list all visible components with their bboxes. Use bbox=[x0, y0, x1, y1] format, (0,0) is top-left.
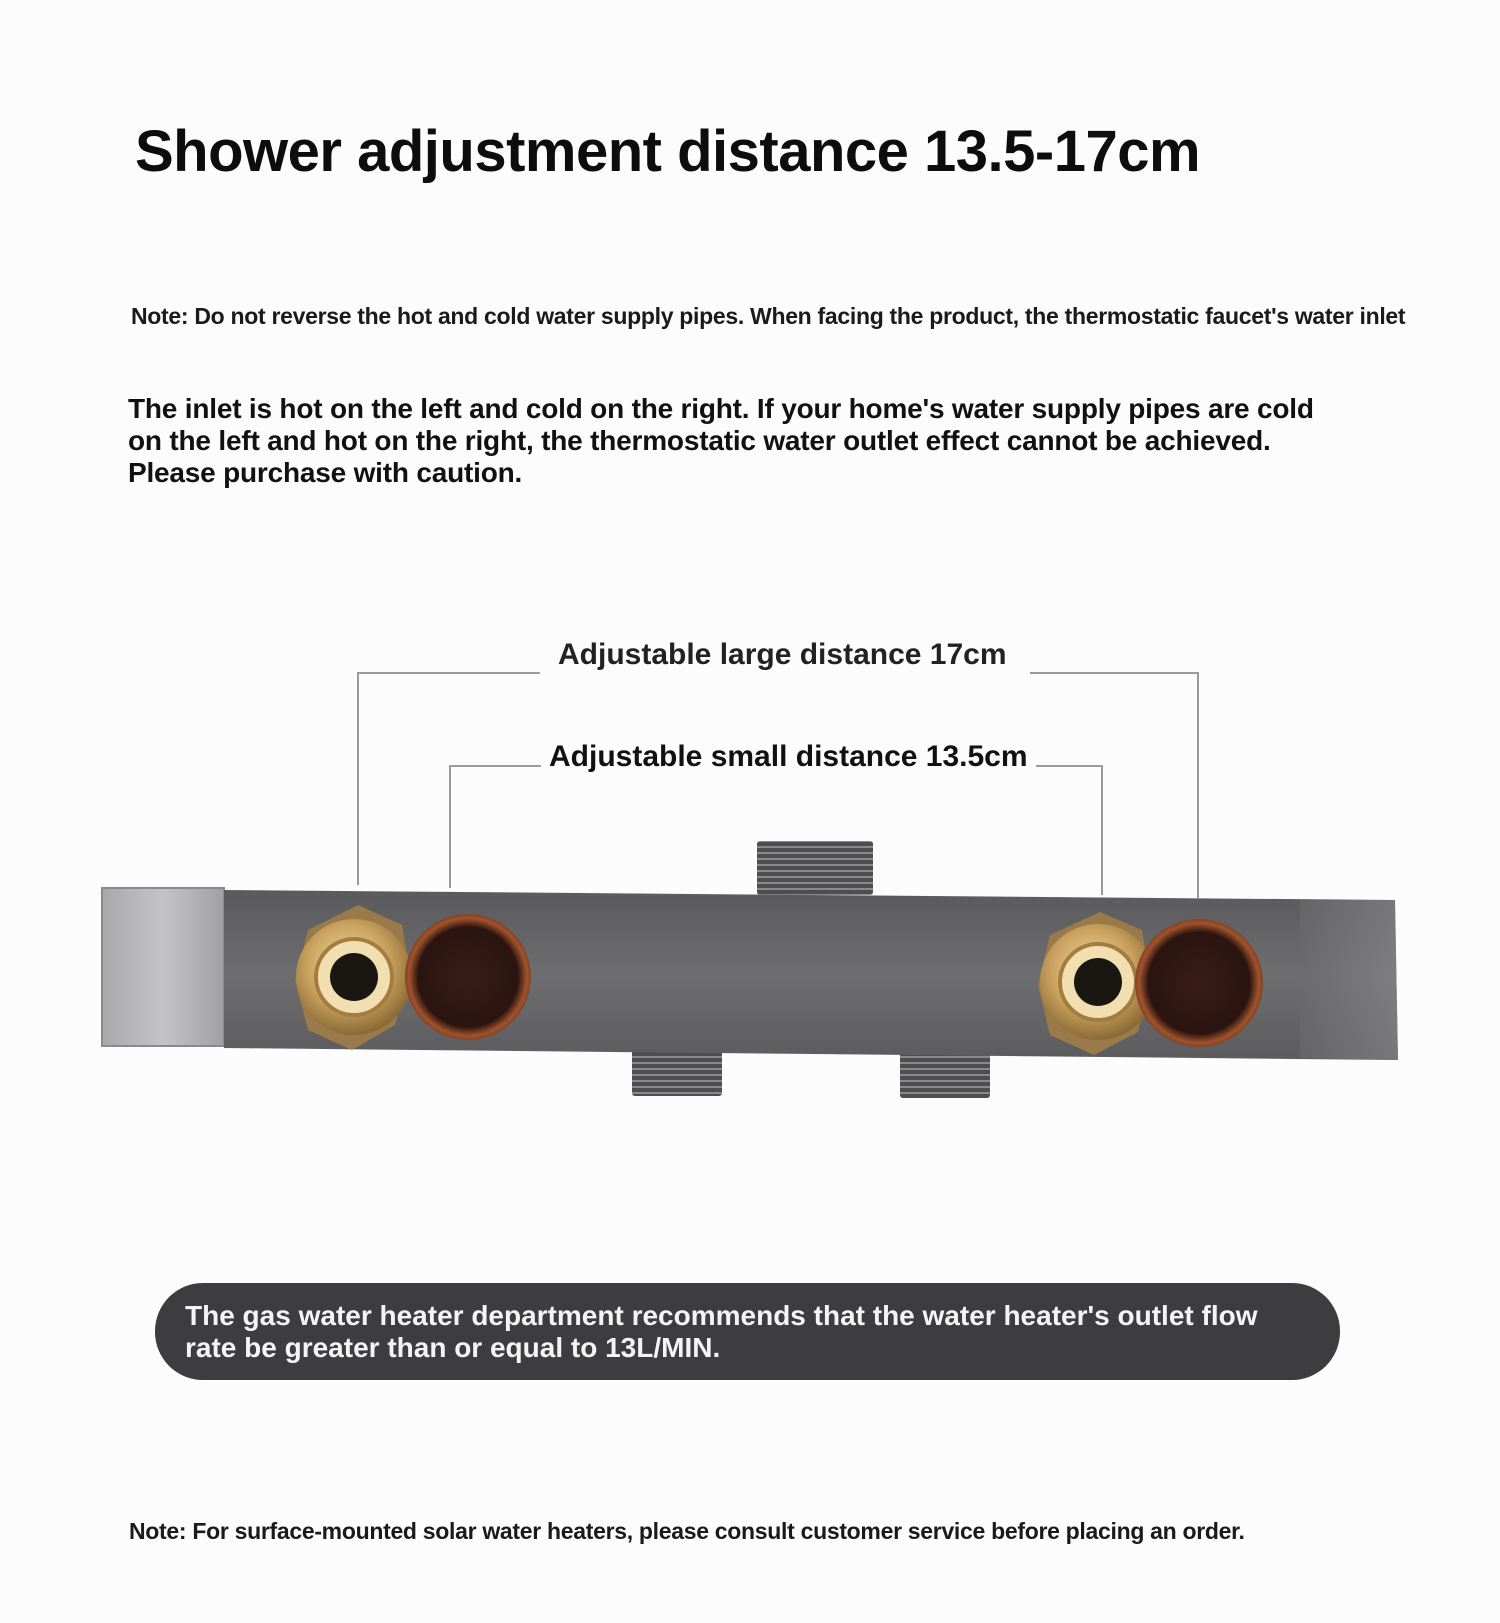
solar-heater-note: Note: For surface-mounted solar water heaters, please consult customer service before placing an order. bbox=[129, 1518, 1245, 1544]
large-distance-label: Adjustable large distance 17cm bbox=[550, 638, 1015, 672]
recommendation-line-2: rate be greater than or equal to 13L/MIN. bbox=[185, 1332, 721, 1363]
recommendation-line-1: The gas water heater department recommends that the water heater's outlet flow bbox=[185, 1300, 1258, 1331]
left-end-cap bbox=[102, 888, 224, 1046]
flow-rate-recommendation-banner bbox=[155, 1283, 1340, 1380]
small-distance-label: Adjustable small distance 13.5cm bbox=[541, 740, 1036, 774]
right-copper-cap bbox=[1135, 919, 1263, 1047]
bottom-outlet-thread-left bbox=[632, 1050, 722, 1096]
faucet-diagram bbox=[0, 620, 1500, 1140]
paragraph-line-3: Please purchase with caution. bbox=[128, 457, 523, 488]
supply-pipe-note: Note: Do not reverse the hot and cold water supply pipes. When facing the product, the thermostatic faucet's water inlet bbox=[131, 303, 1406, 329]
paragraph-line-2: on the left and hot on the right, the thermostatic water outlet effect cannot be achieved. bbox=[128, 425, 1271, 456]
inlet-orientation-paragraph bbox=[128, 393, 1378, 489]
page-title: Shower adjustment distance 13.5-17cm bbox=[135, 119, 1201, 184]
paragraph-line-1: The inlet is hot on the left and cold on the right. If your home's water supply pipes are cold bbox=[128, 393, 1314, 424]
top-outlet-thread bbox=[757, 841, 873, 895]
bottom-outlet-thread-right bbox=[900, 1052, 990, 1098]
left-copper-cap bbox=[405, 914, 531, 1040]
